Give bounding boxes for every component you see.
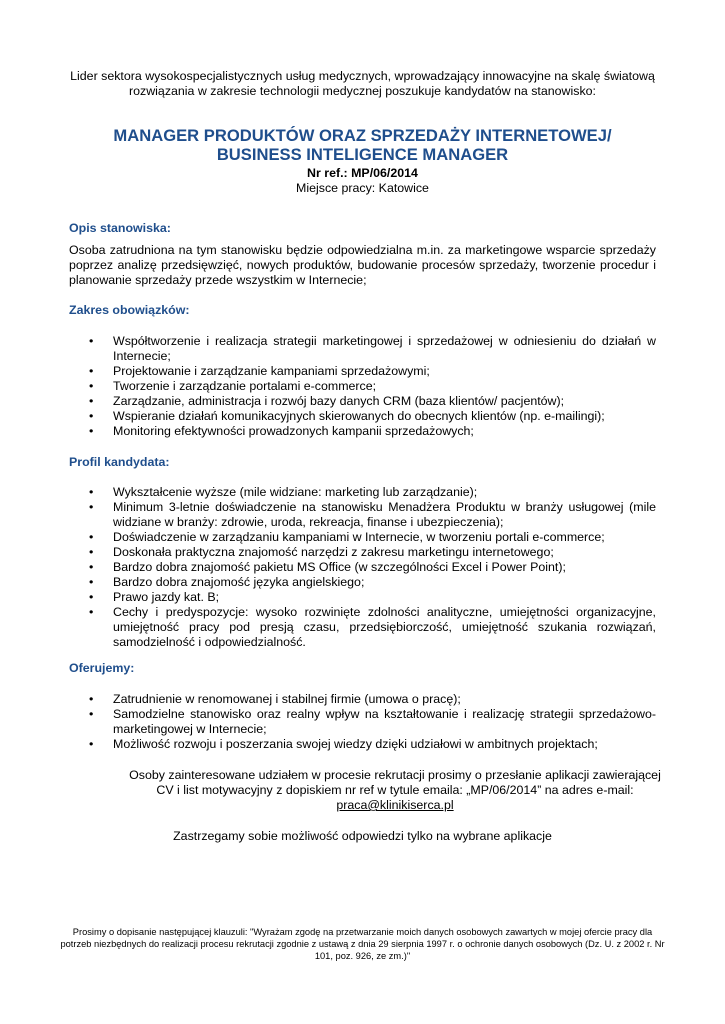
job-title	[50, 126, 675, 164]
work-location: Miejsce pracy: Katowice	[296, 181, 429, 195]
list-item: • Doświadczenie w zarządzaniu kampaniami w Internecie, w tworzeniu portali e-commerce;	[69, 530, 656, 545]
instructions-line-1: Osoby zainteresowane udziałem w procesie rekrutacji prosimy o przesłanie aplikacji zawierającej	[129, 768, 661, 782]
list-item: • Wspieranie działań komunikacyjnych skierowanych do obecnych klientów (np. e-mailingi);	[69, 409, 656, 424]
reservation-note: Zastrzegamy sobie możliwość odpowiedzi tylko na wybrane aplikacje	[173, 829, 552, 843]
list-item: • Zarządzanie, administracja i rozwój bazy danych CRM (baza klientów/ pacjentów);	[69, 394, 656, 409]
offer-list	[69, 692, 656, 752]
list-item: • Monitoring efektywności prowadzonych kampanii sprzedażowych;	[69, 424, 656, 439]
list-item: • Bardzo dobra znajomość pakietu MS Office (w szczególności Excel i Power Point);	[69, 560, 656, 575]
duties-heading: Zakres obowiązków:	[69, 303, 190, 317]
offer-heading: Oferujemy:	[69, 661, 135, 675]
description-text: Osoba zatrudniona na tym stanowisku będzie odpowiedzialna m.in. za marketingowe wsparcie sprzedaży poprzez analizę przedsięwzięć, nowych produktów, budowanie procesów sprzedaży, tworzenie procedur i planowanie sprzedaży przede wszystkim w Internecie;	[69, 243, 656, 287]
list-item: • Zatrudnienie w renomowanej i stabilnej firmie (umowa o pracę);	[69, 692, 656, 707]
description-heading: Opis stanowiska:	[69, 221, 171, 235]
list-item: • Doskonała praktyczna znajomość narzędzi z zakresu marketingu internetowego;	[69, 545, 656, 560]
profile-heading: Profil kandydata:	[69, 455, 170, 469]
duties-list	[69, 334, 656, 439]
profile-list	[69, 485, 656, 650]
list-item: • Projektowanie i zarządzanie kampaniami sprzedażowymi;	[69, 364, 656, 379]
list-item: • Prawo jazdy kat. B;	[69, 590, 656, 605]
list-item: • Bardzo dobra znajomość języka angielskiego;	[69, 575, 656, 590]
list-item: • Tworzenie i zarządzanie portalami e-commerce;	[69, 379, 656, 394]
email-link[interactable]: praca@klinikiserca.pl	[336, 798, 454, 812]
list-item: • Wykształcenie wyższe (mile widziane: marketing lub zarządzanie);	[69, 485, 656, 500]
job-title-line-1: MANAGER PRODUKTÓW ORAZ SPRZEDAŻY INTERNETOWEJ/	[113, 126, 612, 145]
list-item: • Cechy i predyspozycje: wysoko rozwinięte zdolności analityczne, umiejętności organizacyjne, umiejętność pracy pod presją czasu, przedsiębiorczość, umiejętność szukania rozwiązań, samodzielność i odpowiedzialność.	[69, 605, 656, 650]
application-instructions	[70, 768, 720, 813]
instructions-line-2: CV i list motywacyjny z dopiskiem nr ref w tytule emaila: „MP/06/2014” na adres e-mail:	[156, 783, 634, 797]
job-title-line-2: BUSINESS INTELIGENCE MANAGER	[216, 145, 509, 164]
intro-text: Lider sektora wysokospecjalistycznych usług medycznych, wprowadzający innowacyjne na skalę światową rozwiązania w zakresie technologii medycznej poszukuje kandydatów na stanowisko:	[70, 69, 655, 98]
list-item: • Współtworzenie i realizacja strategii marketingowej i sprzedażowej w odniesieniu do działań w Internecie;	[69, 334, 656, 364]
list-item: • Możliwość rozwoju i poszerzania swojej wiedzy dzięki udziałowi w ambitnych projektach;	[69, 737, 656, 752]
reference-number: Nr ref.: MP/06/2014	[307, 166, 418, 180]
data-processing-clause: Prosimy o dopisanie następującej klauzuli: "Wyrażam zgodę na przetwarzanie moich danych osobowych zawartych w mojej ofercie pracy dla potrzeb niezbędnych do realizacji procesu rekrutacji zgodnie z ustawą z dnia 29 sierpnia 1997 r. o ochronie danych osobowych (Dz. U. z 2002 r. Nr 101, poz. 926, ze zm.)"	[60, 927, 665, 961]
list-item: • Samodzielne stanowisko oraz realny wpływ na kształtowanie i realizację strategii sprzedażowo-marketingowej w Internecie;	[69, 707, 656, 737]
list-item: • Minimum 3-letnie doświadczenie na stanowisku Menadżera Produktu w branży usługowej (mile widziane w branży: zdrowie, uroda, rekreacja, finanse i ubezpieczenia);	[69, 500, 656, 530]
